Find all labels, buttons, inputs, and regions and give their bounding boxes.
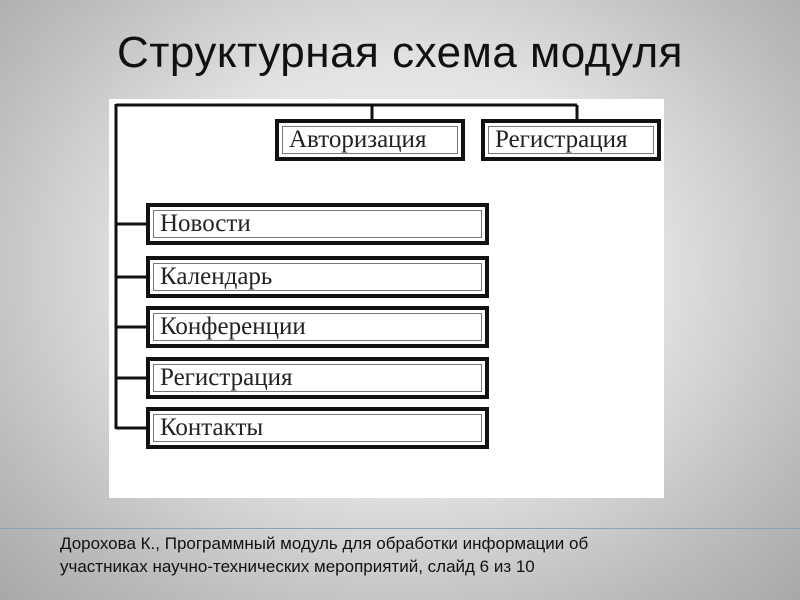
- diagram-panel: [109, 99, 664, 498]
- node-registration-top: Регистрация: [481, 119, 661, 161]
- footer-line-2: участниках научно-технических мероприятий, слайд 6 из 10: [60, 557, 535, 576]
- node-contacts: Контакты: [146, 407, 489, 449]
- node-conferences: Конференции: [146, 306, 489, 348]
- slide-footer: [60, 532, 760, 578]
- footer-divider: [0, 528, 800, 529]
- slide-title: Структурная схема модуля: [117, 28, 683, 77]
- node-authorization: Авторизация: [275, 119, 465, 161]
- node-calendar: Календарь: [146, 256, 489, 298]
- node-news: Новости: [146, 203, 489, 245]
- footer-line-1: Дорохова К., Программный модуль для обработки информации об: [60, 534, 589, 553]
- node-registration: Регистрация: [146, 357, 489, 399]
